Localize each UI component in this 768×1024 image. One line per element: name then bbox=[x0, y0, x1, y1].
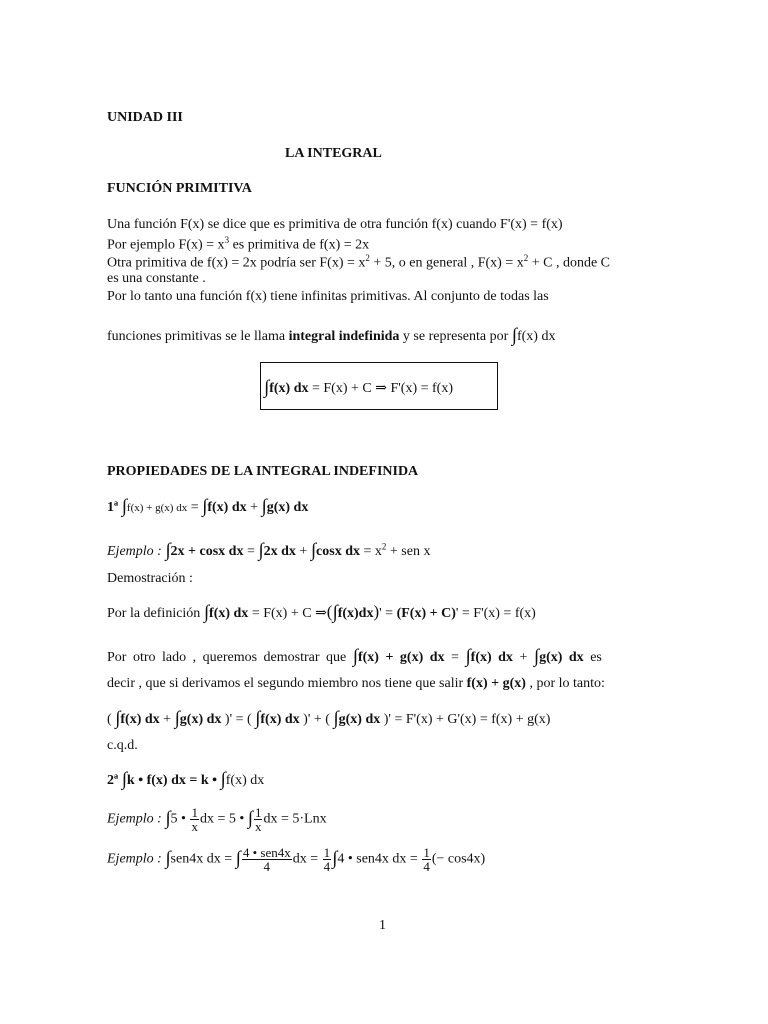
fraction: $\frac{\text{4 • sen4x}}{4}$ bbox=[242, 845, 291, 874]
example-2: Ejemplo : ∫5 • $\frac{1}{x}$ dx = 5 • ∫ $\frac{1}{x}$ dx = 5·Lnx bbox=[107, 805, 327, 834]
paragraph-line: Otra primitiva de f(x) = 2x podría ser $F(x) = x^2 + 5$, o en general , $F(x) = x^2 + C$ , donde C bbox=[107, 253, 611, 271]
integral-sign: ∫ bbox=[121, 496, 127, 517]
proof-line-1: Por otro lado , queremos demostrar que ∫f(x) + g(x) dx = ∫f(x) dx + ∫g(x) dx es bbox=[107, 646, 602, 667]
integral-sign: ∫ bbox=[165, 540, 171, 561]
paragraph-line: Por lo tanto una función f(x) tiene infinitas primitivas. Al conjunto de todas las bbox=[107, 289, 549, 304]
integral-sign: ∫ bbox=[220, 769, 226, 790]
property-2: 2ª ∫k • f(x) dx = k • ∫f(x) dx bbox=[107, 769, 265, 790]
integral-sign: ∫ bbox=[203, 602, 210, 623]
paragraph-line: es una constante . bbox=[107, 271, 206, 286]
fraction: $\frac{1}{x}$ bbox=[254, 805, 262, 834]
page-number: 1 bbox=[379, 918, 386, 933]
fraction: $\frac{1}{4}$ bbox=[323, 845, 331, 874]
definition-formula: ∫f(x) dx = F(x) + C ⇒ F'(x) = f(x) bbox=[264, 377, 453, 398]
integral-sign: ∫ bbox=[511, 325, 517, 346]
integral-sign: ∫ bbox=[258, 540, 264, 561]
integral-sign: ∫ bbox=[332, 602, 338, 623]
integral-sign: ∫ bbox=[247, 807, 253, 829]
integral-sign: ∫ bbox=[165, 807, 171, 829]
integral-sign: ∫ bbox=[115, 708, 121, 729]
integral-sign: ∫ bbox=[261, 496, 267, 517]
paragraph-line: Una función F(x) se dice que es primitiva de otra función f(x) cuando F'(x) = f(x) bbox=[107, 217, 563, 232]
integral-sign: ∫ bbox=[264, 377, 270, 398]
fraction: $\frac{1}{4}$ bbox=[423, 845, 430, 874]
integral-sign: ∫ bbox=[465, 646, 471, 667]
integral-sign: ∫ bbox=[174, 708, 180, 729]
fraction: $\frac{1}{x}$ bbox=[191, 805, 198, 834]
proof-line-2: decir , que si derivamos el segundo miembro nos tiene que salir f(x) + g(x) , por lo tanto: bbox=[107, 676, 605, 691]
section-heading-properties: PROPIEDADES DE LA INTEGRAL INDEFINIDA bbox=[107, 464, 419, 479]
integral-sign: ∫ bbox=[352, 646, 358, 667]
proof-equation: ( ∫f(x) dx + ∫g(x) dx )' = ( ∫f(x) dx )' + ( ∫g(x) dx )' = F'(x) + G'(x) = f(x) + g(x) bbox=[107, 708, 551, 729]
unit-heading: UNIDAD III bbox=[107, 110, 183, 125]
integral-sign: ∫ bbox=[165, 847, 171, 869]
paragraph-line: funciones primitivas se le llama integral indefinida y se representa por ∫f(x) dx bbox=[107, 325, 556, 346]
section-heading-primitive: FUNCIÓN PRIMITIVA bbox=[107, 181, 252, 196]
paragraph-line: Por ejemplo $F(x) = x^3$ es primitiva de f(x) = 2x bbox=[107, 235, 370, 253]
integral-sign: ∫ bbox=[121, 769, 127, 790]
example-3: Ejemplo : ∫sen4x dx = ∫ $\frac{\text{4 • sen4x}}{4}$ dx = $\frac{1}{4}$ ∫4 • sen4x dx = $\frac{1}{4}$ (− cos4x) bbox=[107, 845, 486, 874]
integral-sign: ∫ bbox=[202, 496, 208, 517]
integral-sign: ∫ bbox=[333, 708, 339, 729]
integral-sign: ∫ bbox=[332, 847, 338, 869]
definition-derivation: Por la definición ∫f(x) dx = F(x) + C ⇒(∫f(x)dx)' = (F(x) + C)' = F'(x) = f(x) bbox=[107, 602, 536, 623]
integral-sign: ∫ bbox=[255, 708, 261, 729]
page-title: LA INTEGRAL bbox=[285, 146, 382, 161]
example-1: Ejemplo : ∫2x + cosx dx = ∫2x dx + ∫cosx dx = $x^2$ + sen x bbox=[107, 540, 431, 561]
property-1: 1ª ∫f(x) + g(x) dx = ∫f(x) dx + ∫g(x) dx bbox=[107, 496, 309, 517]
cqd-label: c.q.d. bbox=[107, 738, 138, 753]
demonstration-label: Demostración : bbox=[107, 571, 193, 586]
integral-sign: ∫ bbox=[235, 847, 241, 869]
integral-sign: ∫ bbox=[533, 646, 540, 667]
integral-sign: ∫ bbox=[310, 540, 317, 561]
